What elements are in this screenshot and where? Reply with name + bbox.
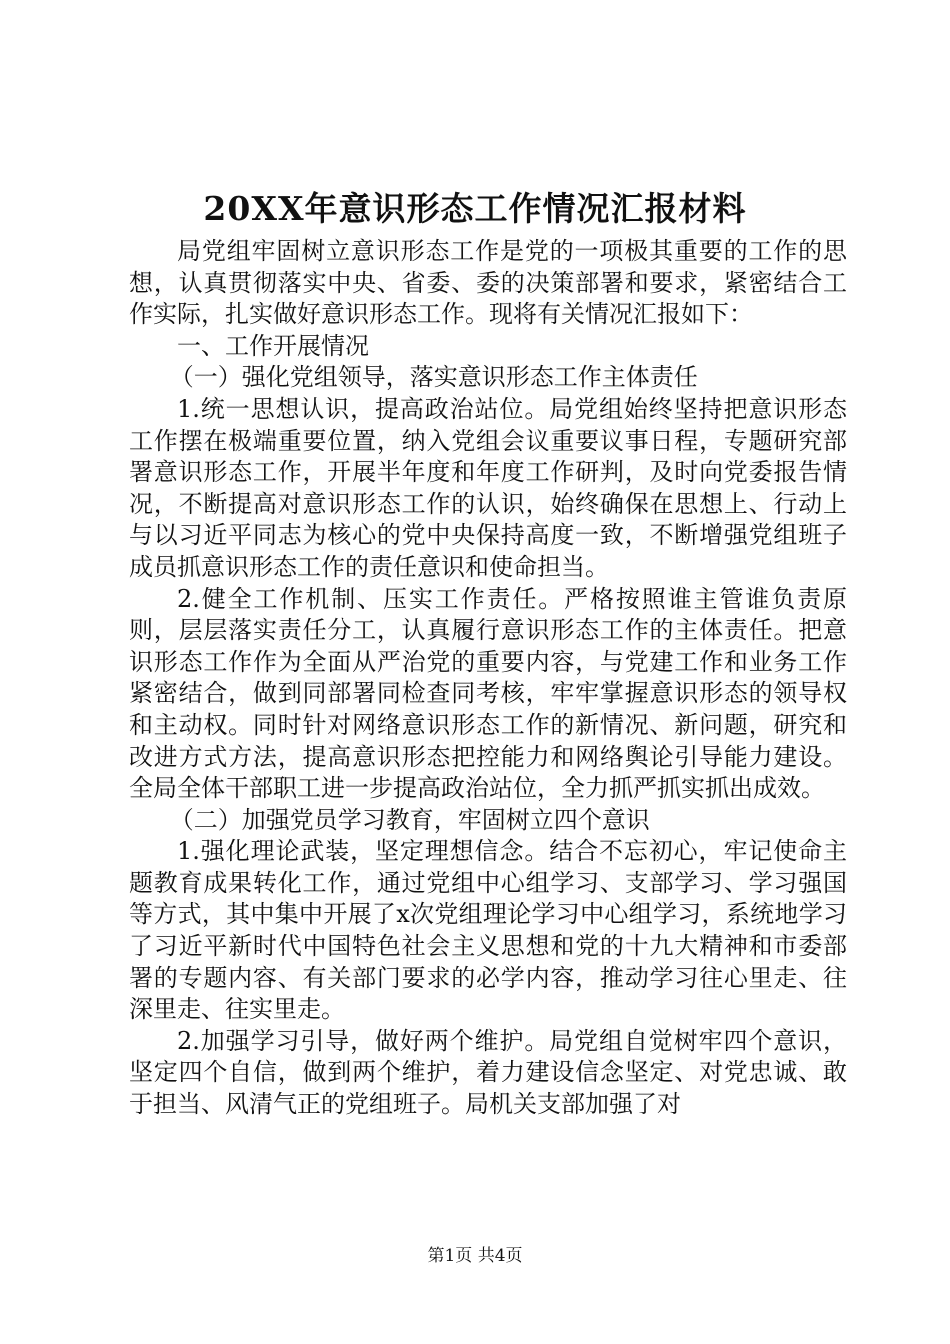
- document-body: [129, 236, 847, 1121]
- document-title: 20XX年意识形态工作情况汇报材料: [203, 189, 747, 228]
- paragraph-2-1: 1.强化理论武装，坚定理想信念。结合不忘初心，牢记使命主题教育成果转化工作，通过党组中心组学习、支部学习、学习强国等方式，其中集中开展了x次党组理论学习中心组学习，系统地学习了习近平新时代中国特色社会主义思想和党的十九大精神和市委部署的专题内容、有关部门要求的必学内容，推动学习往心里走、往深里走、往实里走。: [129, 837, 847, 1024]
- paragraph-2-2: 2.加强学习引导，做好两个维护。局党组自觉树牢四个意识，坚定四个自信，做到两个维护，着力建设信念坚定、对党忠诚、敢于担当、风清气正的党组班子。局机关支部加强了对: [129, 1026, 847, 1119]
- paragraph-1-1: 1.统一思想认识，提高政治站位。局党组始终坚持把意识形态工作摆在极端重要位置，纳入党组会议重要议事日程，专题研究部署意识形态工作，开展半年度和年度工作研判，及时向党委报告情况，不断提高对意识形态工作的认识，始终确保在思想上、行动上与以习近平同志为核心的党中央保持高度一致，不断增强党组班子成员抓意识形态工作的责任意识和使命担当。: [129, 394, 847, 581]
- section-heading-1: 一、工作开展情况: [177, 331, 369, 360]
- page-footer: 第1页 共4页: [427, 1246, 523, 1266]
- subsection-heading-1: （一）强化党组领导，落实意识形态工作主体责任: [169, 363, 698, 392]
- subsection-heading-2: （二）加强党员学习教育，牢固树立四个意识: [169, 805, 650, 834]
- intro-paragraph: 局党组牢固树立意识形态工作是党的一项极其重要的工作的思想，认真贯彻落实中央、省委、委的决策部署和要求，紧密结合工作实际，扎实做好意识形态工作。现将有关情况汇报如下：: [129, 237, 847, 329]
- paragraph-1-2: 2.健全工作机制、压实工作责任。严格按照谁主管谁负责原则，层层落实责任分工，认真履行意识形态工作的主体责任。把意识形态工作作为全面从严治党的重要内容，与党建工作和业务工作紧密结合，做到同部署同检查同考核，牢牢掌握意识形态的领导权和主动权。同时针对网络意识形态工作的新情况、新问题，研究和改进方式方法，提高意识形态把控能力和网络舆论引导能力建设。全局全体干部职工进一步提高政治站位，全力抓严抓实抓出成效。: [129, 584, 847, 803]
